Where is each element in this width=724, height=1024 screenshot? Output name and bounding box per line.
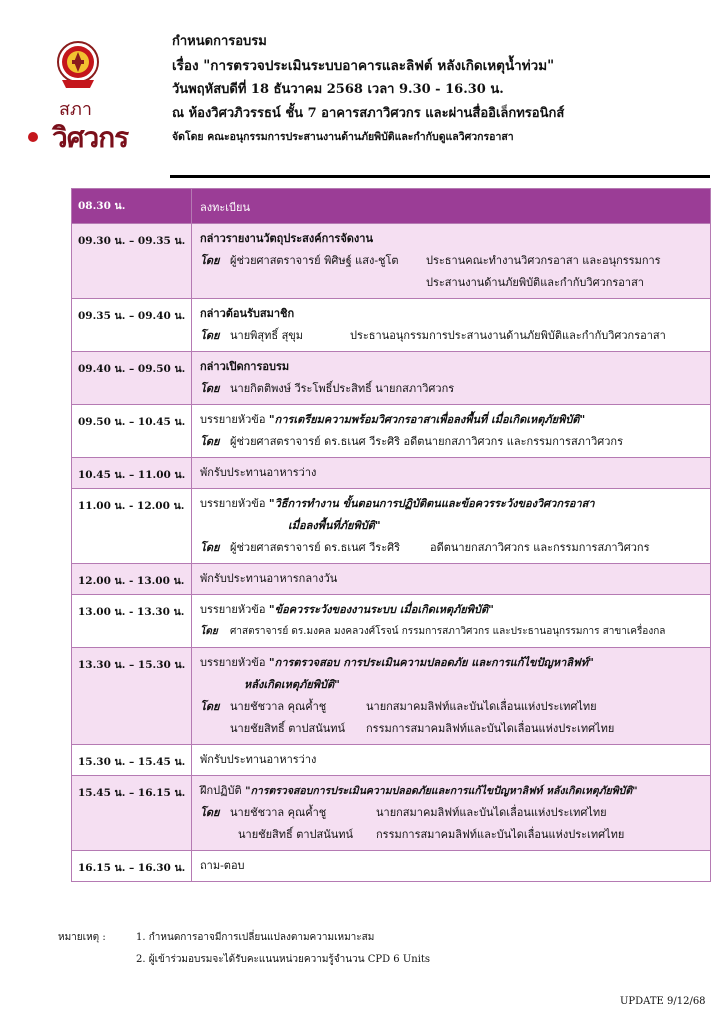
row-activity: พักรับประทานอาหารกลางวัน xyxy=(200,572,338,585)
row-time: 13.30 น. – 15.30 น. xyxy=(72,648,192,744)
schedule-row xyxy=(72,594,710,647)
by-label: โดย xyxy=(200,435,220,448)
row-time: 15.45 น. – 16.15 น. xyxy=(72,776,192,850)
row-prefix: บรรยายหัวข้อ xyxy=(200,413,266,426)
schedule-row xyxy=(72,223,710,298)
schedule-table xyxy=(71,188,711,882)
by-label: โดย xyxy=(200,254,220,267)
doc-venue: ณ ห้องวิศวภิวรรธน์ ชั้น 7 อาคารสภาวิศวกร และผ่านสื่ออิเล็กทรอนิกส์ xyxy=(172,106,565,121)
row-time: 09.35 น. – 09.40 น. xyxy=(72,299,192,351)
row-activity: พักรับประทานอาหารว่าง xyxy=(200,466,317,479)
schedule-row xyxy=(72,189,710,223)
doc-date-time: วันพฤหัสบดีที่ 18 ธันวาคม 2568 เวลา 9.30 - 16.30 น. xyxy=(172,82,504,97)
row-title: กล่าวต้อนรับสมาชิก xyxy=(200,307,295,320)
council-seal-icon xyxy=(56,40,100,90)
row-activity: พักรับประทานอาหารว่าง xyxy=(200,753,317,766)
update-date: UPDATE 9/12/68 xyxy=(620,996,706,1007)
row-time: 12.00 น. - 13.00 น. xyxy=(72,564,192,594)
row-time: 09.30 น. – 09.35 น. xyxy=(72,224,192,298)
row-activity: ถาม-ตอบ xyxy=(200,859,245,872)
speaker-role: กรรมการสมาคมลิฟท์และบันไดเลื่อนแห่งประเทศไทย xyxy=(366,722,615,735)
logo-text-sapa: สภา xyxy=(59,99,92,120)
row-time: 10.45 น. – 11.00 น. xyxy=(72,458,192,488)
row-time: 15.30 น. – 15.45 น. xyxy=(72,745,192,775)
schedule-row xyxy=(72,563,710,594)
speaker-name: ผู้ช่วยศาสตราจารย์ พิศิษฐ์ แสง-ชูโต xyxy=(230,254,399,267)
row-time: 16.15 น. – 16.30 น. xyxy=(72,851,192,881)
row-time: 08.30 น. xyxy=(72,189,192,223)
speaker-role: ประธานอนุกรรมการประสานงานด้านภัยพิบัติและกำกับวิศวกรอาสา xyxy=(350,329,666,342)
schedule-row xyxy=(72,744,710,775)
schedule-row xyxy=(72,775,710,850)
schedule-row xyxy=(72,850,710,881)
speaker-role: นายกสมาคมลิฟท์และบันไดเลื่อนแห่งประเทศไทย xyxy=(376,806,607,819)
schedule-row xyxy=(72,351,710,404)
note-item: 2. ผู้เข้าร่วมอบรมจะได้รับคะแนนหน่วยความรู้จำนวน CPD 6 Units xyxy=(136,954,431,965)
row-title: กล่าวเปิดการอบรม xyxy=(200,360,290,373)
row-prefix: ฝึกปฏิบัติ xyxy=(200,784,242,797)
speaker-name: ศาสตราจารย์ ดร.มงคล มงคลวงศ์โรจน์ กรรมการสภาวิศวกร และประธานอนุกรรมการ สาขาเครื่องกล xyxy=(230,626,666,637)
row-prefix: บรรยายหัวข้อ xyxy=(200,603,266,616)
logo-dot-icon xyxy=(28,132,38,142)
note-item: 1. กำหนดการอาจมีการเปลี่ยนแปลงตามความเหมาะสม xyxy=(136,932,375,943)
row-time: 09.40 น. – 09.50 น. xyxy=(72,352,192,404)
speaker-name: นายกิตติพงษ์ วีระโพธิ์ประสิทธิ์ นายกสภาวิศวกร xyxy=(230,382,455,395)
by-label: โดย xyxy=(200,382,220,395)
lecture-topic: "การตรวจสอบ การประเมินความปลอดภัย และการแก้ไขปัญหาลิฟท์" xyxy=(268,656,594,669)
speaker-role: อดีตนายกสภาวิศวกร และกรรมการสภาวิศวกร xyxy=(430,541,650,554)
speaker-role: ประธานคณะทำงานวิศวกรอาสา และอนุกรรมการ xyxy=(426,254,661,267)
notes-section xyxy=(58,927,430,971)
row-title: กล่าวรายงานวัตถุประสงค์การจัดงาน xyxy=(200,232,373,245)
speaker-name: นายชัยสิทธิ์ ตาปสนันทน์ xyxy=(230,722,346,735)
by-label: โดย xyxy=(200,626,218,637)
organization-logo xyxy=(26,36,156,154)
header-divider xyxy=(170,175,710,178)
logo-text-wisawakorn: วิศวกร xyxy=(52,121,129,154)
row-prefix: บรรยายหัวข้อ xyxy=(200,656,266,669)
schedule-row xyxy=(72,647,710,744)
speaker-name: ผู้ช่วยศาสตราจารย์ ดร.ธเนศ วีระศิริ อดีตนายกสภาวิศวกร และกรรมการสภาวิศวกร xyxy=(230,435,624,448)
schedule-row xyxy=(72,404,710,457)
row-time: 13.00 น. - 13.30 น. xyxy=(72,595,192,647)
lecture-topic-cont: เมื่อลงพื้นที่ภัยพิบัติ" xyxy=(288,519,381,532)
row-time: 09.50 น. – 10.45 น. xyxy=(72,405,192,457)
row-prefix: บรรยายหัวข้อ xyxy=(200,497,266,510)
by-label: โดย xyxy=(200,806,220,819)
doc-subject: เรื่อง "การตรวจประเมินระบบอาคารและลิฟต์ หลังเกิดเหตุน้ำท่วม" xyxy=(172,58,555,74)
speaker-name: ผู้ช่วยศาสตราจารย์ ดร.ธเนศ วีระศิริ xyxy=(230,541,401,554)
document-header xyxy=(172,30,712,148)
by-label: โดย xyxy=(200,700,220,713)
row-time: 11.00 น. - 12.00 น. xyxy=(72,489,192,563)
schedule-row xyxy=(72,298,710,351)
doc-organizer: จัดโดย คณะอนุกรรมการประสานงานด้านภัยพิบัติและกำกับดูแลวิศวกรอาสา xyxy=(172,131,514,143)
speaker-name: นายพิสุทธิ์ สุขุม xyxy=(230,329,304,342)
speaker-role-cont: ประสานงานด้านภัยพิบัติและกำกับวิศวกรอาสา xyxy=(426,276,644,289)
lecture-topic: "ข้อควรระวังของงานระบบ เมื่อเกิดเหตุภัยพิบัติ" xyxy=(268,603,494,616)
speaker-role: กรรมการสมาคมลิฟท์และบันไดเลื่อนแห่งประเทศไทย xyxy=(376,828,625,841)
doc-title: กำหนดการอบรม xyxy=(172,34,267,49)
speaker-role: นายกสมาคมลิฟท์และบันไดเลื่อนแห่งประเทศไทย xyxy=(366,700,597,713)
notes-label: หมายเหตุ : xyxy=(58,932,106,943)
lecture-topic: "การตรวจสอบการประเมินความปลอดภัยและการแก้ไขปัญหาลิฟท์ หลังเกิดเหตุภัยพิบัติ" xyxy=(245,785,638,797)
speaker-name: นายชัชวาล คุณค้ำชู xyxy=(230,700,327,713)
schedule-row xyxy=(72,488,710,563)
row-activity: ลงทะเบียน xyxy=(200,201,250,214)
speaker-name: นายชัชวาล คุณค้ำชู xyxy=(230,806,327,819)
speaker-name: นายชัยสิทธิ์ ตาปสนันทน์ xyxy=(238,828,354,841)
lecture-topic: "การเตรียมความพร้อมวิศวกรอาสาเพื่อลงพื้นที่ เมื่อเกิดเหตุภัยพิบัติ" xyxy=(268,413,586,426)
schedule-row xyxy=(72,457,710,488)
by-label: โดย xyxy=(200,541,220,554)
by-label: โดย xyxy=(200,329,220,342)
lecture-topic: "วิธีการทำงาน ขั้นตอนการปฏิบัติตนและข้อควรระวังของวิศวกรอาสา xyxy=(268,497,595,510)
lecture-topic-cont: หลังเกิดเหตุภัยพิบัติ" xyxy=(244,678,340,691)
